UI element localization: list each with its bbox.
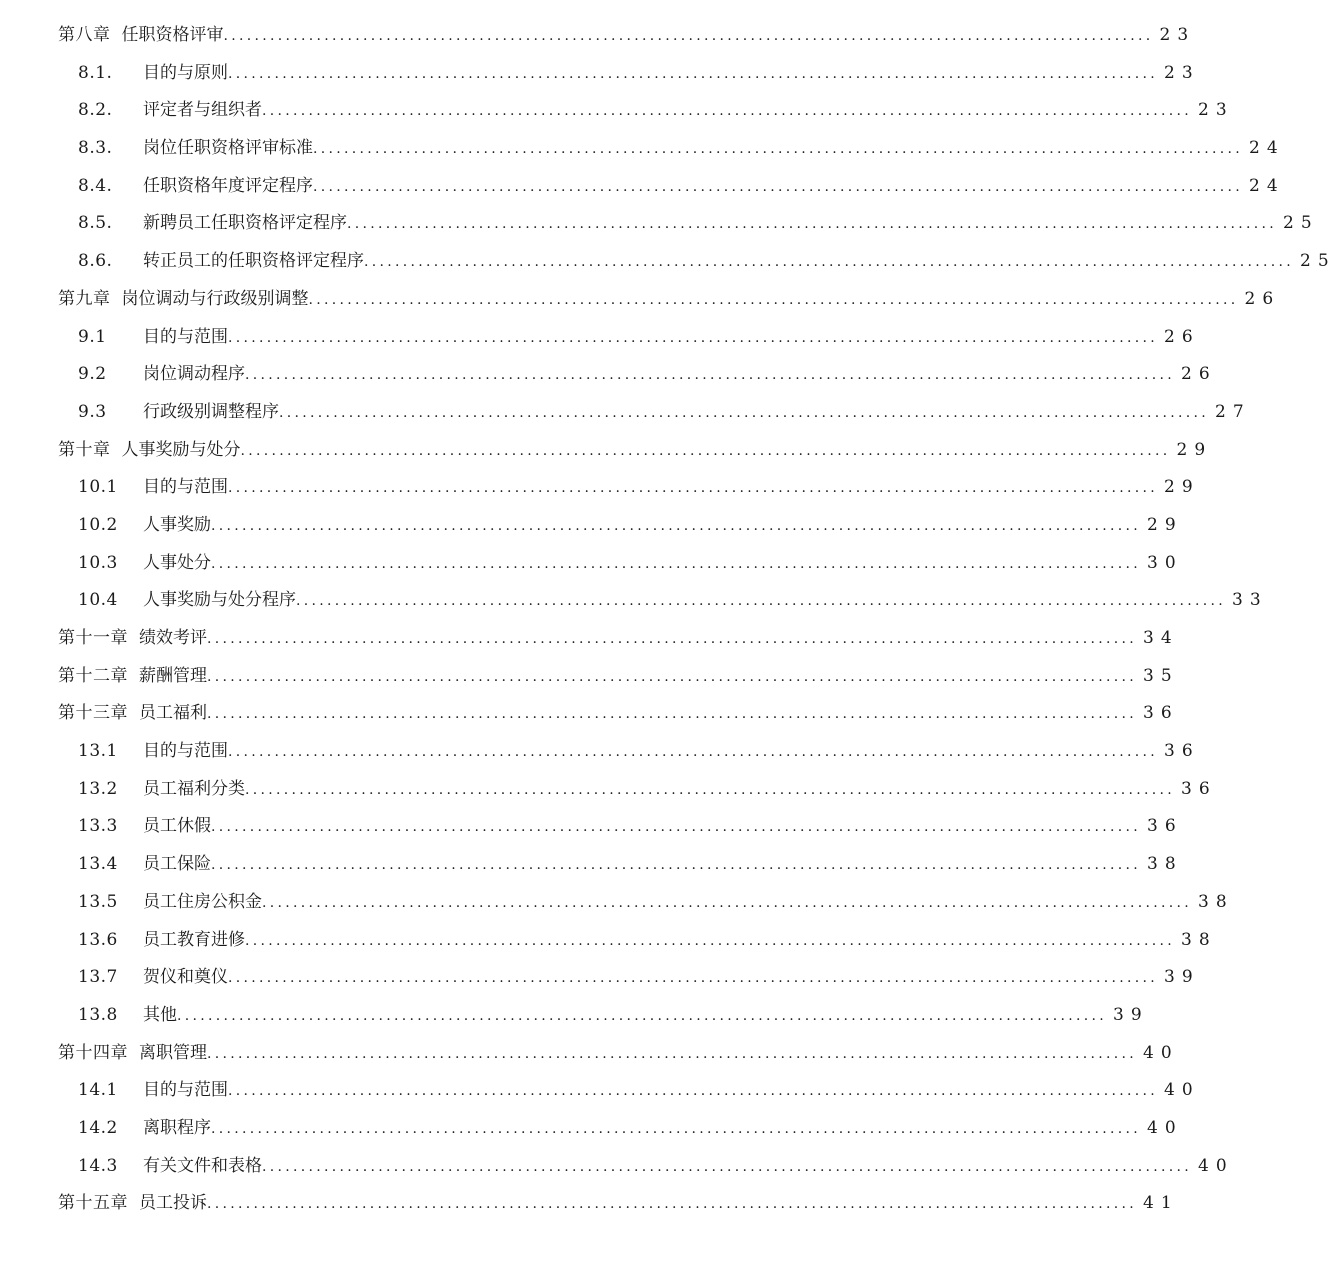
section-number: 8.6.	[78, 251, 113, 272]
section-number: 10.1	[78, 477, 118, 498]
section-number: 14.2	[78, 1117, 118, 1138]
toc-section-row[interactable]	[0, 1147, 1234, 1185]
toc-chapter-row[interactable]	[0, 280, 1281, 318]
toc-entry-link[interactable]	[78, 889, 1234, 915]
page-number: 26	[1244, 288, 1281, 309]
page-number: 36	[1181, 778, 1217, 799]
toc-entry-title: 目的与范围	[143, 741, 228, 762]
toc-section-row[interactable]	[0, 1071, 1200, 1109]
page-number: 23	[1198, 100, 1234, 121]
dot-leader: ........................................................................................................................	[207, 706, 1138, 723]
dot-leader: ........................................................................................................................	[177, 1007, 1108, 1024]
toc-chapter-row[interactable]	[0, 431, 1213, 469]
toc-entry-link[interactable]	[78, 210, 1319, 236]
toc-entry-title: 有关文件和表格	[143, 1155, 262, 1176]
toc-entry-link[interactable]	[78, 135, 1285, 161]
toc-entry-link[interactable]	[78, 399, 1251, 425]
section-number: 8.1.	[78, 62, 113, 83]
toc-entry-link[interactable]	[78, 587, 1268, 613]
dot-leader: ........................................................................................................................	[228, 480, 1159, 497]
toc-section-row[interactable]	[0, 129, 1285, 167]
page-number: 29	[1176, 439, 1213, 460]
toc-entry-title: 员工保险	[143, 854, 211, 875]
dot-leader: ........................................................................................................................	[207, 631, 1138, 647]
page-number: 38	[1198, 891, 1234, 912]
page-number: 34	[1143, 628, 1179, 648]
page-number: 33	[1232, 590, 1268, 611]
page-number: 41	[1143, 1193, 1179, 1214]
toc-chapter-row[interactable]	[0, 1034, 1179, 1072]
page-number: 26	[1181, 364, 1217, 385]
toc-entry-title: 任职资格年度评定程序	[143, 175, 313, 196]
toc-entry-link[interactable]	[78, 97, 1234, 123]
page-number: 29	[1147, 514, 1183, 535]
toc-entry-link[interactable]	[58, 625, 1179, 651]
toc-entry-title: 绩效考评	[139, 628, 207, 648]
toc-chapter-row[interactable]	[0, 694, 1179, 732]
page-number: 36	[1143, 703, 1179, 724]
dot-leader: ........................................................................................................................	[245, 932, 1176, 949]
chapter-number: 第十五章	[58, 1193, 128, 1214]
page-number: 40	[1147, 1117, 1183, 1138]
chapter-number: 第十三章	[58, 703, 128, 724]
toc-entry-link[interactable]	[78, 1115, 1183, 1141]
page-number: 27	[1215, 401, 1251, 422]
toc-entry-link[interactable]	[78, 813, 1183, 839]
section-number: 13.5	[78, 891, 118, 912]
toc-entry-link[interactable]	[78, 851, 1183, 877]
toc-entry-title: 新聘员工任职资格评定程序	[143, 213, 347, 234]
toc-entry-link[interactable]	[78, 550, 1183, 576]
toc-entry-title: 贺仪和奠仪	[143, 967, 228, 988]
toc-entry-link[interactable]	[78, 776, 1217, 802]
toc-section-row[interactable]	[0, 204, 1319, 242]
toc-entry-title: 员工福利分类	[143, 778, 245, 799]
section-number: 10.4	[78, 590, 118, 611]
toc-entry-title: 岗位调动程序	[143, 364, 245, 385]
section-number: 13.7	[78, 967, 118, 988]
dot-leader: ........................................................................................................................	[211, 555, 1142, 572]
section-number: 8.3.	[78, 138, 113, 159]
page-number: 40	[1164, 1080, 1200, 1101]
toc-entry-title: 评定者与组织者	[143, 100, 262, 121]
dot-leader: ........................................................................................................................	[228, 329, 1159, 346]
toc-entry-link[interactable]	[58, 286, 1281, 312]
toc-entry-link[interactable]	[78, 1002, 1149, 1028]
page-number: 39	[1164, 967, 1200, 988]
toc-entry-title: 人事奖励	[143, 514, 211, 535]
chapter-number: 第九章	[58, 288, 111, 309]
page-number: 36	[1147, 816, 1183, 837]
dot-leader: ........................................................................................................................	[223, 28, 1154, 44]
section-number: 13.4	[78, 854, 118, 875]
toc-section-row[interactable]	[0, 393, 1251, 431]
toc-entry-title: 员工福利	[139, 703, 207, 724]
toc-entry-link[interactable]	[78, 361, 1217, 387]
dot-leader: ........................................................................................................................	[228, 970, 1159, 987]
chapter-number: 第十一章	[58, 628, 128, 648]
toc-section-row[interactable]	[0, 355, 1217, 393]
toc-section-row[interactable]	[0, 770, 1217, 808]
section-number: 8.2.	[78, 100, 113, 121]
dot-leader: ........................................................................................................................	[228, 65, 1159, 82]
table-of-contents	[0, 16, 1336, 1222]
dot-leader: ........................................................................................................................	[211, 819, 1142, 836]
toc-section-row[interactable]	[0, 1109, 1183, 1147]
toc-section-row[interactable]	[0, 845, 1183, 883]
dot-leader: ........................................................................................................................	[347, 216, 1278, 233]
toc-entry-link[interactable]	[78, 927, 1217, 953]
toc-section-row[interactable]	[0, 318, 1200, 356]
toc-entry-title: 员工住房公积金	[143, 891, 262, 912]
section-number: 9.1	[78, 326, 107, 347]
toc-entry-link[interactable]	[58, 1190, 1179, 1216]
page-number: 25	[1300, 251, 1336, 272]
toc-entry-title: 其他	[143, 1004, 177, 1025]
toc-section-row[interactable]	[0, 242, 1336, 280]
dot-leader: ........................................................................................................................	[262, 1158, 1193, 1175]
dot-leader: ........................................................................................................................	[228, 744, 1159, 761]
toc-entry-link[interactable]	[78, 248, 1336, 274]
page-number: 26	[1164, 326, 1200, 347]
section-number: 13.3	[78, 816, 118, 837]
page-number: 40	[1143, 1042, 1179, 1063]
toc-entry-title: 人事奖励与处分程序	[143, 590, 296, 611]
section-number: 9.2	[78, 364, 107, 385]
toc-entry-link[interactable]	[58, 700, 1179, 726]
section-number: 8.4.	[78, 175, 113, 196]
chapter-number: 第八章	[58, 25, 111, 45]
toc-entry-title: 目的与范围	[143, 326, 228, 347]
dot-leader: ........................................................................................................................	[207, 1045, 1138, 1062]
toc-entry-link[interactable]	[58, 437, 1213, 463]
page-number: 35	[1143, 665, 1179, 686]
toc-entry-link[interactable]	[78, 173, 1285, 199]
page-number: 39	[1113, 1004, 1149, 1025]
toc-entry-title: 员工投诉	[139, 1193, 207, 1214]
dot-leader: ........................................................................................................................	[245, 781, 1176, 798]
dot-leader: ........................................................................................................................	[245, 367, 1176, 384]
dot-leader: ........................................................................................................................	[211, 517, 1142, 534]
toc-section-row[interactable]	[0, 807, 1183, 845]
toc-entry-title: 转正员工的任职资格评定程序	[143, 251, 364, 272]
dot-leader: ........................................................................................................................	[313, 141, 1244, 158]
toc-entry-title: 离职管理	[139, 1042, 207, 1063]
dot-leader: ........................................................................................................................	[240, 442, 1171, 459]
section-number: 8.5.	[78, 213, 113, 234]
toc-entry-title: 目的与范围	[143, 1080, 228, 1101]
page-number: 23	[1159, 25, 1196, 45]
dot-leader: ........................................................................................................................	[207, 1196, 1138, 1213]
dot-leader: ........................................................................................................................	[308, 291, 1239, 308]
dot-leader: ........................................................................................................................	[364, 254, 1295, 271]
toc-section-row[interactable]	[0, 581, 1268, 619]
toc-chapter-row[interactable]	[0, 657, 1179, 695]
toc-entry-title: 目的与原则	[143, 62, 228, 83]
dot-leader: ........................................................................................................................	[211, 1120, 1142, 1137]
section-number: 10.3	[78, 552, 118, 573]
toc-entry-link[interactable]	[58, 22, 1196, 48]
toc-section-row[interactable]	[0, 91, 1234, 129]
toc-section-row[interactable]	[0, 167, 1285, 205]
dot-leader: ........................................................................................................................	[207, 668, 1138, 685]
dot-leader: ........................................................................................................................	[296, 593, 1227, 610]
toc-entry-link[interactable]	[78, 512, 1183, 538]
toc-entry-link[interactable]	[78, 738, 1200, 764]
section-number: 9.3	[78, 401, 107, 422]
toc-entry-link[interactable]	[58, 1040, 1179, 1066]
toc-section-row[interactable]	[0, 732, 1200, 770]
toc-entry-link[interactable]	[78, 60, 1200, 86]
page-number: 38	[1147, 854, 1183, 875]
toc-section-row[interactable]	[0, 883, 1234, 921]
dot-leader: ........................................................................................................................	[279, 404, 1210, 421]
dot-leader: ........................................................................................................................	[228, 1083, 1159, 1100]
page-number: 38	[1181, 929, 1217, 950]
toc-entry-title: 员工休假	[143, 816, 211, 837]
toc-section-row[interactable]	[0, 996, 1149, 1034]
toc-entry-link[interactable]	[78, 1077, 1200, 1103]
section-number: 14.1	[78, 1080, 118, 1101]
page-number: 29	[1164, 477, 1200, 498]
toc-section-row[interactable]	[0, 544, 1183, 582]
toc-entry-title: 岗位调动与行政级别调整	[121, 288, 309, 309]
dot-leader: ........................................................................................................................	[262, 103, 1193, 120]
toc-entry-title: 离职程序	[143, 1117, 211, 1138]
page-number: 36	[1164, 741, 1200, 762]
section-number: 13.6	[78, 929, 118, 950]
chapter-number: 第十四章	[58, 1042, 128, 1063]
page-number: 24	[1249, 175, 1285, 196]
dot-leader: ........................................................................................................................	[262, 894, 1193, 911]
toc-chapter-row[interactable]	[0, 1184, 1179, 1222]
toc-chapter-row[interactable]	[0, 619, 1179, 657]
toc-entry-title: 人事奖励与处分	[121, 439, 241, 460]
page-number: 40	[1198, 1155, 1234, 1176]
toc-section-row[interactable]	[0, 921, 1217, 959]
dot-leader: ........................................................................................................................	[313, 178, 1244, 195]
page-number: 23	[1164, 62, 1200, 83]
page-number: 25	[1283, 213, 1319, 234]
page-number: 24	[1249, 138, 1285, 159]
toc-entry-title: 行政级别调整程序	[143, 401, 279, 422]
toc-entry-title: 岗位任职资格评审标准	[143, 138, 313, 159]
toc-entry-title: 薪酬管理	[139, 665, 207, 686]
toc-entry-title: 员工教育进修	[143, 929, 245, 950]
toc-entry-link[interactable]	[78, 964, 1200, 990]
chapter-number: 第十章	[58, 439, 111, 460]
toc-entry-title: 任职资格评审	[121, 25, 224, 45]
toc-entry-link[interactable]	[58, 663, 1179, 689]
toc-entry-title: 目的与范围	[143, 477, 228, 498]
toc-entry-link[interactable]	[78, 1153, 1234, 1179]
toc-section-row[interactable]	[0, 54, 1200, 92]
toc-entry-title: 人事处分	[143, 552, 211, 573]
section-number: 10.2	[78, 514, 118, 535]
toc-entry-link[interactable]	[78, 324, 1200, 350]
section-number: 13.8	[78, 1004, 118, 1025]
toc-section-row[interactable]	[0, 468, 1200, 506]
chapter-number: 第十二章	[58, 665, 128, 686]
section-number: 14.3	[78, 1155, 118, 1176]
section-number: 13.2	[78, 778, 118, 799]
dot-leader: ........................................................................................................................	[211, 857, 1142, 874]
toc-section-row[interactable]	[0, 958, 1200, 996]
page-number: 30	[1147, 552, 1183, 573]
section-number: 13.1	[78, 741, 118, 762]
toc-section-row[interactable]	[0, 506, 1183, 544]
toc-chapter-row[interactable]	[0, 16, 1196, 54]
toc-entry-link[interactable]	[78, 474, 1200, 500]
